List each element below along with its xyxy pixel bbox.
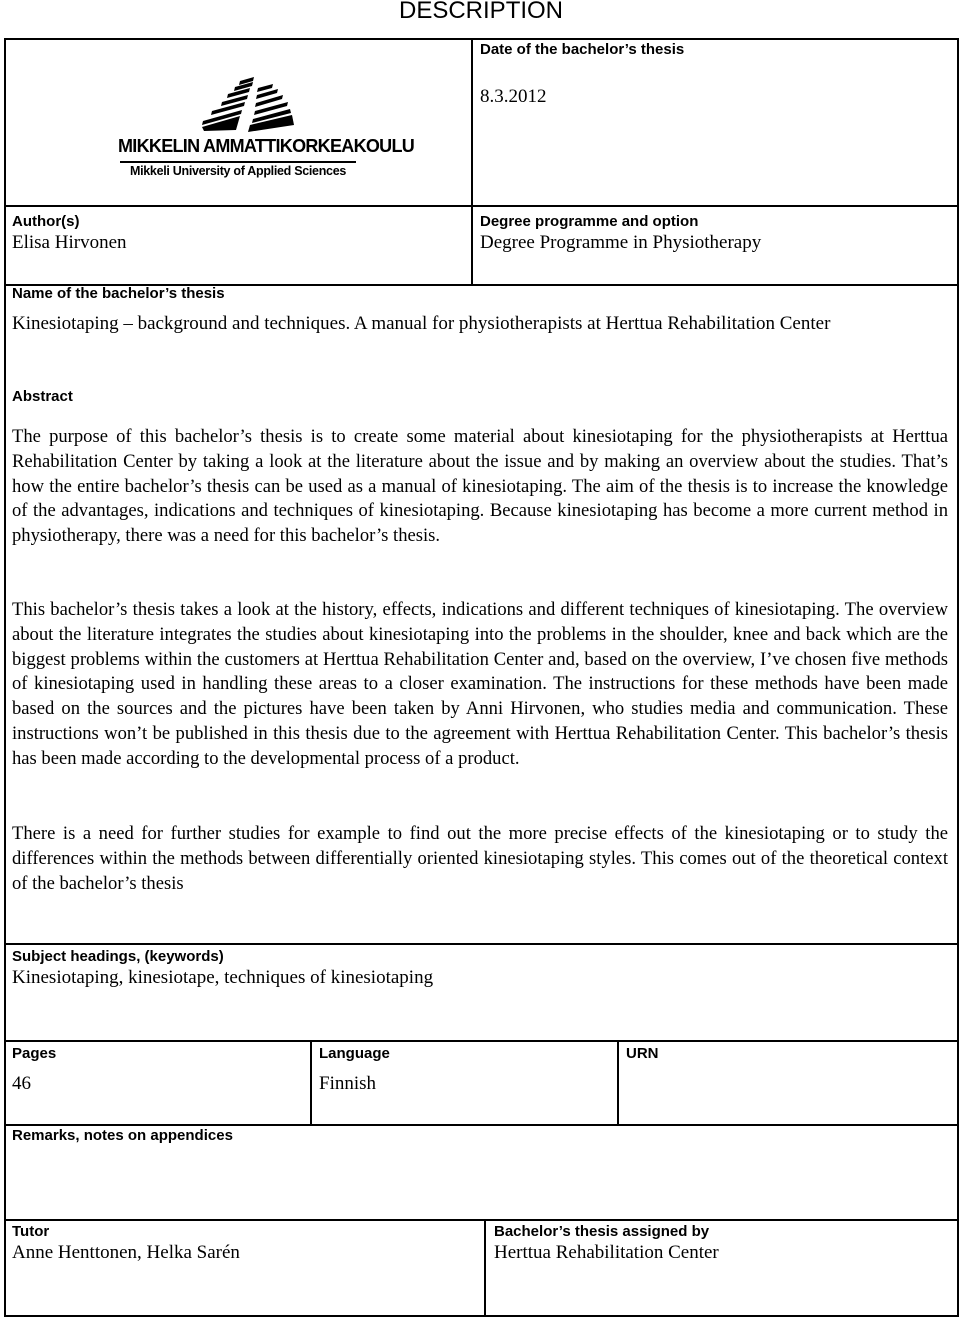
remarks-label: Remarks, notes on appendices	[12, 1127, 233, 1144]
degree-label: Degree programme and option	[480, 213, 699, 230]
thesis-name-value: Kinesiotaping – background and techniques. A manual for physiotherapists at Herttua Rehabilitation Center	[12, 313, 831, 334]
abstract-paragraph: This bachelor’s thesis takes a look at the history, effects, indications and different techniques of kinesiotaping. The overview about the literature integrates the studies about kinesiotaping into the problems in the shoulder, knee and back which are the biggest problems within the customers at Herttua Rehabilitation Center and, based on the overview, I’ve chosen five methods of kinesiotaping used in handling these areas to a closer examination. The instructions for these methods have been made based on the sources and the pictures have been taken by Anni Hirvonen, who studies media and communication. These instructions won’t be published in this thesis due to the agreement with Herttua Rehabilitation Center. This bachelor’s thesis has been made according to the developmental process of a product.	[12, 599, 948, 769]
date-value: 8.3.2012	[480, 86, 547, 107]
page-heading: DESCRIPTION	[399, 0, 564, 24]
assigned-by-label: Bachelor’s thesis assigned by	[494, 1223, 710, 1240]
header-divider	[471, 38, 473, 286]
language-label: Language	[319, 1045, 390, 1062]
urn-label: URN	[626, 1045, 659, 1062]
pages-value: 46	[12, 1073, 31, 1094]
author-label: Author(s)	[12, 213, 80, 230]
assigned-by-value: Herttua Rehabilitation Center	[494, 1242, 719, 1263]
logo-university-subtitle: Mikkeli University of Applied Sciences	[130, 164, 346, 178]
keywords-value: Kinesiotaping, kinesiotape, techniques of kinesiotaping	[12, 967, 434, 988]
degree-value: Degree Programme in Physiotherapy	[480, 232, 762, 253]
tutor-separator	[4, 1219, 959, 1221]
author-value: Elisa Hirvonen	[12, 232, 127, 253]
pages-separator	[4, 1040, 959, 1042]
header-separator	[4, 205, 959, 207]
keywords-separator	[4, 943, 959, 945]
tutor-label: Tutor	[12, 1223, 50, 1240]
keywords-label: Subject headings, (keywords)	[12, 948, 224, 965]
tutor-divider	[484, 1219, 486, 1317]
logo-university-name: MIKKELIN AMMATTIKORKEAKOULU	[118, 136, 415, 156]
logo-emblem-icon	[118, 76, 358, 136]
language-divider	[617, 1040, 619, 1126]
pages-label: Pages	[12, 1045, 57, 1062]
pages-divider	[310, 1040, 312, 1126]
logo-rule	[120, 161, 356, 163]
abstract-paragraph: The purpose of this bachelor’s thesis is to create some material about kinesiotaping for the physiotherapists at Herttua Rehabilitation Center by taking a look at the literature about the issue and by making an overview about the studies. That’s how the entire bachelor’s thesis can be used as a manual of kinesiotaping. The aim of the thesis is to increase the knowledge of the advantages, indications and techniques of kinesiotaping. Because kinesiotaping has become a more current method in physiotherapy, there was a need for this bachelor’s thesis.	[12, 426, 948, 547]
thesis-name-label: Name of the bachelor’s thesis	[12, 285, 225, 302]
remarks-separator	[4, 1124, 959, 1126]
date-label: Date of the bachelor’s thesis	[480, 41, 685, 58]
tutor-value: Anne Henttonen, Helka Sarén	[12, 1242, 240, 1263]
abstract-paragraph: There is a need for further studies for example to find out the more precise effects of the kinesiotaping or to study the differences within the methods between differentially oriented kinesiotaping styles. This comes out of the theoretical context of the bachelor’s thesis	[12, 823, 948, 894]
language-value: Finnish	[319, 1073, 377, 1094]
university-logo	[118, 76, 415, 182]
abstract-label: Abstract	[12, 388, 73, 405]
